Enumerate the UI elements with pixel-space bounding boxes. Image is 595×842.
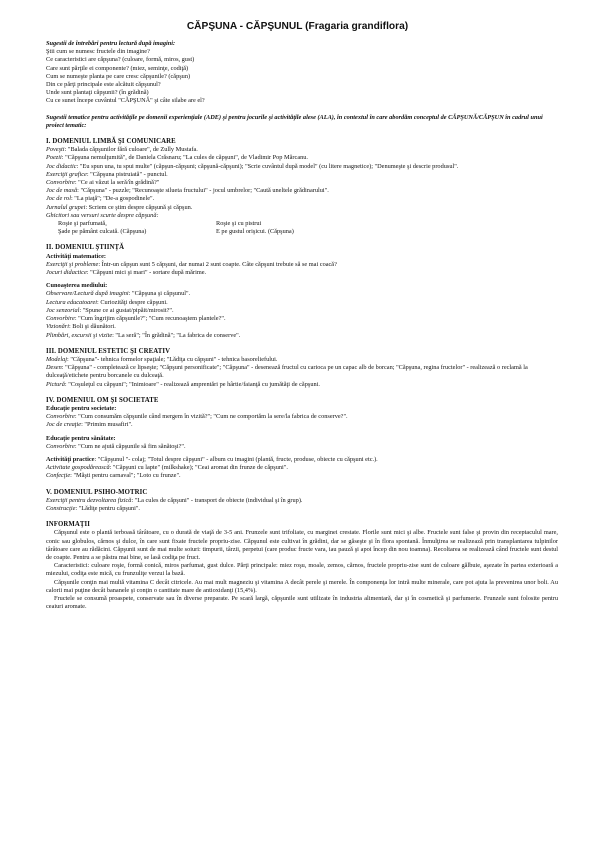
questions-heading: Sugestii de întrebări pentru lectură după imagini: — [46, 40, 176, 47]
question-item: Care sunt părţile ei componente? (miez, seminţe, codiţă) — [46, 64, 189, 72]
riddles-heading: Ghicitori sau versuri scurte despre căpşună: — [46, 211, 159, 219]
item-label: Convorbire — [46, 315, 75, 323]
section-heading-limba: I. DOMENIUL LIMBĂ ŞI COMUNICARE — [46, 138, 176, 146]
item-label: Exerciţii grafice — [46, 170, 87, 178]
section-heading-informatii: INFORMAŢII — [46, 521, 91, 529]
item-text: : "Măşti pentru carnaval"; "Loto cu frunze". — [70, 472, 181, 480]
item-label: Poezii — [46, 154, 62, 162]
item-label: Construcţie — [46, 504, 76, 512]
item-text: : "Cum consumăm căpşunile când mergem în vizită?"; "Cum ne comportăm la sere/la fabrica de conserve?". — [74, 413, 348, 421]
item-text: : Boli şi dăunători. — [68, 323, 116, 331]
item-label: Exerciţii şi probleme — [46, 260, 99, 268]
section-heading-stiinta: II. DOMENIUL ŞTIINŢĂ — [46, 244, 125, 252]
question-item: Ce caracteristici are căpşuna? (culoare, formă, miros, gust) — [46, 56, 195, 64]
info-paragraph: Fructele se consumă proaspete, conservate sau în diverse preparate. Pe scară largă, căpşunile sunt utilizate în industria alimentară, dar şi în cosmetică şi parfumerie. Frunzele sunt folosite pentru ceaiuri aromate. — [46, 594, 558, 611]
item-text: : "Căpşuna"- tehnica formelor spaţiale; "Lădiţa cu căpşuni" - tehnica basoreliefului. — [67, 355, 278, 363]
item-label: Exerciţii pentru dezvoltarea fizică — [46, 496, 132, 504]
riddles — [58, 220, 558, 236]
item-label: Desen — [46, 364, 62, 372]
item-label: Modelaj — [46, 355, 67, 363]
item-text: : "Căpşuna nemulţumită", de Daniela Crăsnaru; "La cules de căpşuni", de Vladimir Pop Mărcanu. — [61, 154, 308, 162]
item-text: : "Căpşuni cu lapte" (milkshake); "Ceai aromat din frunze de căpşuni". — [109, 464, 288, 472]
info-paragraph: Căpşunile conţin mai multă vitamina C decât citricele. Au mai mult magneziu şi vitamina A decât perele şi merele. În componenţa lor intră multe minerale, care pot ajuta la prevenirea unor boli. Au calorii mai puţine decât bananele şi conţin o cantitate mare de antioxidanţi (15,4%). — [46, 578, 558, 594]
item-label: Plimbări, excursii şi vizite — [46, 331, 113, 339]
item-text: : "Ce ai văzut la seră/în grădină?" — [74, 179, 160, 187]
item-text: : "Lădiţe pentru căpşuni". — [75, 504, 140, 512]
question-item: Din ce părţi principale este alcătuit căpşunul? — [46, 81, 161, 89]
item-text: : Curiozităţi despre căpşuni. — [97, 298, 168, 306]
riddle-line: Şade pe pământ culcată. (Căpşuna) — [58, 228, 147, 236]
intro-paragraph: Sugestii tematice pentru activităţile pe domenii experienţiale (ADE) şi pentru jocurile şi activităţile alese (ALA), în contextul în care abordăm conceptul de CĂPŞUNĂ/CĂPŞUN în cadrul unui proiect tematic: — [46, 113, 543, 129]
page-title: CĂPŞUNA - CĂPŞUNUL (Fragaria grandiflora) — [186, 21, 409, 32]
item-label: Lectura educatoarei — [46, 298, 98, 306]
item-label: Activităţi practice — [46, 455, 95, 463]
item-text: : "La piaţă"; "De-a gospodinele". — [70, 195, 155, 203]
item-text: : "Balada căpşunilor fără culoare", de Zully Mustafa. — [64, 146, 198, 154]
item-text: : "Cum ne ajută căpşunile să fim sănătoşi?". — [74, 442, 186, 450]
item-label: Vizionări — [46, 323, 69, 331]
item-label: Observare/Lectură după imagini — [46, 290, 129, 298]
item-text: : Într-un căpşun sunt 5 căpşuni, dar numai 2 sunt coapte. Câte căpşuni trebuie să se mai coacă? — [98, 260, 337, 268]
item-text: : "Căpşuna" - completează ce lipseşte; "Căpşuni personificate"; "Căpşuna" - desenează fructul cu carioca pe un capac alb de borcan; "Căpşuna, regina fructelor" - realizează o reclamă la dulceaţă/etichete pentru borcanele cu dulceaţă. — [46, 364, 528, 380]
section-heading-psiho-motric: V. DOMENIUL PSIHO-MOTRIC — [46, 488, 148, 496]
item-text: : "Căpşunul "- colaj; "Totul despre căpşuni" - album cu imagini (plantă, fructe, produse, obiecte cu căpşuni etc.). — [94, 455, 378, 463]
riddle-line: E pe gustul orişicui. (Căpşuna) — [216, 228, 294, 236]
item-label: Pictură — [46, 380, 65, 388]
question-item: Cum se numeşte planta pe care cresc căpşunile? (căpşun) — [46, 72, 191, 80]
subheading: Activităţi matematice: — [46, 252, 106, 260]
item-text: : "Primim musafiri". — [81, 421, 133, 429]
item-text: : "Coşuleţul cu căpşuni"; "Inimioare" - realizează amprentări pe hârtie/faianţă cu jumătăţi de căpşuni. — [64, 380, 320, 388]
info-paragraph: Caracteristici: culoare roşie, formă conică, miros parfumat, gust dulce. Părţi principale: miez roşu, moale, zemos, cărnos, fructele propriu-zise sunt de culoare gălbuie, aşezate în partea exterioară a miezului, codiţa este mică, cu frunzuliţe verzui la bază. — [46, 562, 558, 578]
question-item: Unde sunt plantaţi căpşunii? (în grădină) — [46, 89, 149, 97]
item-label: Confecţie — [46, 472, 71, 480]
item-text: : "Eu spun una, tu spui multe" (căpşun-căpşuni; căpşună-căpşuni); "Scrie cuvântul după model" (cu litere magnetice); "Denumeşte şi descrie produsul". — [76, 162, 459, 170]
item-label: Jocuri didactice — [46, 269, 87, 277]
item-label: Joc de rol — [46, 195, 71, 203]
subheading: Educaţie pentru sănătate: — [46, 434, 116, 442]
item-text: : "Spune ce ai gustat/pipăit/mirosit?". — [79, 306, 174, 314]
item-label: Joc de creaţie — [46, 421, 82, 429]
question-item: Cu ce sunet începe cuvântul "CĂPŞUNĂ" şi câte silabe are el? — [46, 97, 205, 105]
item-text: : "Căpşuni mici şi mari" - sortare după mărime. — [86, 269, 207, 277]
item-text: : "Căpşuna pistruiată" - punctul. — [86, 170, 168, 178]
section-heading-om-societate: IV. DOMENIUL OM ŞI SOCIETATE — [46, 396, 159, 404]
question-item: Ştii cum se numesc fructele din imagine? — [46, 48, 150, 56]
item-text: : "Căpşuna" - puzzle; "Recunoaşte silueta fructului" - jocul umbrelor; "Caută uneltele grădinarului". — [77, 187, 329, 195]
subheading: Educaţie pentru societate: — [46, 404, 117, 412]
item-label: Joc didactic — [46, 162, 77, 170]
item-label: Joc de masă — [46, 187, 78, 195]
section-heading-estetic: III. DOMENIUL ESTETIC ŞI CREATIV — [46, 347, 171, 355]
item-label: Jurnalul grupei — [46, 203, 86, 211]
item-label: Convorbire — [46, 179, 75, 187]
questions-block — [46, 40, 558, 106]
info-paragraph: Căpşunul este o plantă ierboasă târâtoare, cu o durată de viaţă de 3-5 ani. Frunzele sunt trifoliate, cu marginei crestate. Florile sunt mici şi albe. Fructele sunt false şi provin din receptaculul mare, conic sau globulos, cărnos şi dulce, în care sunt fixate fructele propriu-zise. Căpşunul este cultivat în grădini, dar se găseşte şi în flora spontană. Înmulţirea se realizează prin transplantarea tulpinilor târâtoare care au rădăcini. Căpşunii sunt de mai multe soiuri: timpurii, târzii, perpetui (care produc fructe vara, iau pauză şi apoi încep din nou toamna). Recoltarea se realizează când fructele sunt destul de coapte. Pentru a se păstra mai bine, se lasă codiţa pe fruct. — [46, 529, 558, 561]
subheading: Cunoaşterea mediului: — [46, 282, 108, 290]
item-label: Poveşti — [46, 146, 65, 154]
item-text: : "Căpşuna şi căpşunul". — [128, 290, 191, 298]
riddle-line: Roşie şi cu pistrui — [216, 220, 262, 228]
item-text: : "La seră"; "În grădină"; "La fabrica de conserve". — [112, 331, 241, 339]
document-body — [46, 40, 558, 611]
riddle-line: Roşie şi parfumată, — [58, 220, 107, 228]
item-text: : "La cules de căpşuni" - transport de obiecte (individual şi în grup). — [131, 496, 303, 504]
item-label: Convorbire — [46, 442, 75, 450]
item-label: Convorbire — [46, 413, 75, 421]
item-label: Joc senzorial — [46, 306, 80, 314]
item-text: : "Cum îngrijim căpşunile?"; "Cum recunoaştem plantele?". — [74, 315, 226, 323]
item-text: : Scriem ce ştim despre căpşună şi căpşun. — [85, 203, 193, 211]
item-label: Activitate gospodărească — [46, 464, 110, 472]
